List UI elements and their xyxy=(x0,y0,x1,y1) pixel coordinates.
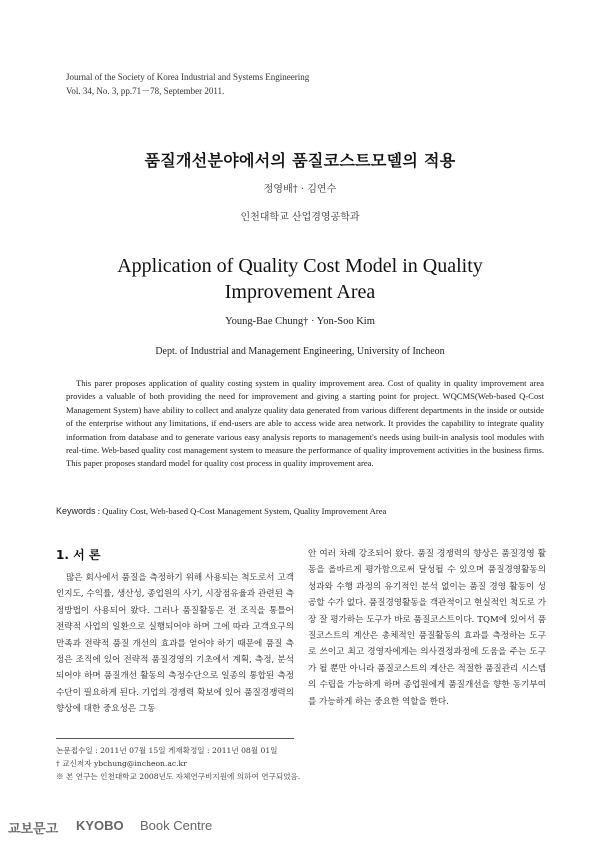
kyobo-watermark-brand: KYOBO xyxy=(76,818,124,833)
english-title-line1: Application of Quality Cost Model in Quality xyxy=(117,255,483,277)
journal-header xyxy=(66,70,309,98)
keywords-text: Quality Cost, Web-based Q-Cost Management System, Quality Improvement Area xyxy=(102,506,387,516)
body-left-column: 많은 회사에서 품질을 측정하기 위해 사용되는 척도로서 고객인지도, 수익률, 생산성, 종업원의 사기, 시장점유율과 관련된 측정방법이 사용되어 왔다. 그러나 품질활동은 전 조직을 통틀어 전략적 사업의 일환으로 실행되어야 하며 그에 따라 고객요구의 만족과 전략적 품질 개선의 효과를 얻어야 하기 때문에 품질 측정은 조직에 있어 전략적 품질경영의 기초에서 계획, 측정, 분석되어야 하며 품질개선 활동의 측정수단으로 일종의 통합된 측정 수단이 필요하게 된다. 기업의 경쟁력 확보에 있어 품질경쟁력의 향상에 대한 중요성은 그동 xyxy=(56,573,294,715)
korean-title: 품질개선분야에서의 품질코스트모델의 적용 xyxy=(144,151,456,170)
english-authors: Young-Bae Chung† · Yon-Soo Kim xyxy=(225,316,375,327)
english-title xyxy=(0,253,600,305)
kyobo-watermark-sub: Book Centre xyxy=(140,818,213,833)
journal-volume: Vol. 34, No. 3, pp.71－78, September 2011. xyxy=(66,86,225,96)
keywords xyxy=(56,506,546,516)
english-affiliation: Dept. of Industrial and Management Engineering, University of Incheon xyxy=(155,346,445,357)
korean-affiliation: 인천대학교 산업경영공학과 xyxy=(240,212,360,223)
section-heading: 1. 서 론 xyxy=(56,548,101,562)
body-right-column: 안 여러 차례 강조되어 왔다. 품질 경쟁력의 향상은 품질경영 활동을 올바르게 평가함으로써 달성될 수 있으며 품질경영활동의 성과와 수행 과정의 유기적인 분석 없이는 품질 경영 활동이 성공할 수가 없다. 품질경영활동을 객관적이고 현실적인 척도로 가장 잘 평가하는 도구가 바로 품질코스트이다. TQM에 있어서 품질코스트의 계산은 총체적인 품질활동의 효과를 측정하는 도구로 쓰이고 최고 경영자에게는 의사결정과정에 도움을 주는 도구가 될 뿐만 아니라 품질코스트의 계산은 적절한 품질관리 시스템의 수립을 가능하게 하며 종업원에게 품질개선을 향한 동기부여를 가능하게 하는 중요한 역할을 한다. xyxy=(308,549,546,707)
footnote-corresponding: † 교신저자 ybchung@incheon.ac.kr xyxy=(56,759,187,768)
footnote-divider xyxy=(56,738,294,739)
english-title-line2: Improvement Area xyxy=(224,281,376,303)
keywords-separator: : xyxy=(95,506,103,516)
korean-authors: 정영배† · 김연수 xyxy=(263,184,337,195)
footnote-funding: ※ 본 연구는 인천대학교 2008년도 자체연구비지원에 의하여 연구되었음. xyxy=(56,772,301,781)
kyobo-watermark-korean: 교보문고 xyxy=(8,822,59,837)
journal-name: Journal of the Society of Korea Industrial and Systems Engineering xyxy=(66,72,310,82)
abstract: This parer proposes application of quality costing system in quality improvement area. Cost of quality in quality improvement area provides a valuable of both providing the need for improvement and giving a starting point for project. WQCMS(Web-based Q-Cost Management System) have ability to collect and analyze quality data generated from various different departments in the inside or outside of the enterprise without any limitations, if end-users are able to access wide area network. It provides the capability to integrate quality information from database and to generate various easy analysis reports to management's needs using built-in analysis tool modules with real-time. Web-based quality cost management system to measure the performance of quality improvement activities in the business firms. This paper proposes standard model for quality cost process in quality improvement area. xyxy=(66,378,544,469)
footnotes xyxy=(56,744,356,783)
footnote-dates: 논문접수일 : 2011년 07월 15일 게재확정일 : 2011년 08월 01일 xyxy=(56,746,278,755)
keywords-label: Keywords xyxy=(56,506,96,516)
